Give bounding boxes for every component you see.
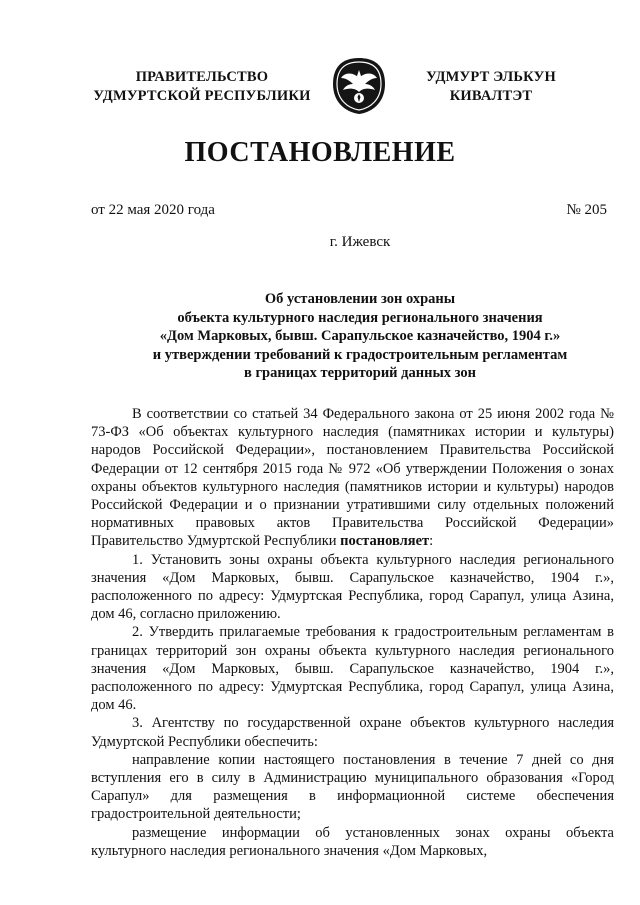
header-left <box>82 68 322 106</box>
subject-line: объекта культурного наследия регионального значения <box>177 309 543 326</box>
preamble-end: : <box>429 533 434 550</box>
header-right-line2: КИВАЛТЭТ <box>449 88 533 104</box>
item-paragraph-2: 2. Утвердить прилагаемые требования к градостроительным регламентам в границах территорий зон охраны объекта культурного наследия регионального значения «Дом Марковых, бывш. Сарапульское казначейство, 1904 г.», расположенного по адресу: Удмуртская Республика, город Сарапул, улица Азина, дом 46. <box>91 624 614 714</box>
item-paragraph-1: 1. Установить зоны охраны объекта культурного наследия регионального значения «Дом Марковых, бывш. Сарапульское казначейство, 1904 г.», расположенного по адресу: Удмуртская Республика, город Сарапул, улица Азина, дом 46, согласно приложению. <box>91 551 614 623</box>
preamble-text: В соответствии со статьей 34 Федерального закона от 25 июня 2002 года № 73-ФЗ «Об объектах культурного наследия (памятниках истории и культуры) народов Российской Федерации», постановлением Правительства Российской Федерации от 12 сентября 2015 года № 972 «Об утверждении Положения о зонах охраны объектов культурного наследия (памятников истории и культуры) народов Российской Федерации и о признании утратившими силу отдельных положений нормативных правовых актов Правительства Российской Федерации» Правительство Удмуртской Республики <box>91 406 614 550</box>
item-paragraph-3b: размещение информации об установленных зонах охраны объекта культурного наследия регионального значения «Дом Марковых, <box>91 824 614 859</box>
document-subject <box>100 290 620 383</box>
item-paragraph-3a: направление копии настоящего постановления в течение 7 дней со дня вступления его в силу в Администрацию муниципального образования «Город Сарапул» для размещения в информационной системе обеспечения градостроительной деятельности; <box>91 751 614 823</box>
item-paragraph-3: 3. Агентству по государственной охране объектов культурного наследия Удмуртской Республики обеспечить: <box>91 715 614 750</box>
document-body <box>91 405 614 860</box>
header-right <box>406 68 576 106</box>
document-date: от 22 мая 2020 года <box>91 202 215 218</box>
subject-line: в границах территорий данных зон <box>244 365 476 381</box>
header-left-line2: УДМУРТСКОЙ РЕСПУБЛИКИ <box>93 88 311 104</box>
document-city: г. Ижевск <box>329 234 391 250</box>
subject-line: Об установлении зон охраны <box>264 291 456 307</box>
header-right-line1: УДМУРТ ЭЛЬКУН <box>426 69 556 85</box>
subject-line: «Дом Марковых, бывш. Сарапульское казначейство, 1904 г.» <box>159 328 561 344</box>
document-title: ПОСТАНОВЛЕНИЕ <box>184 137 456 168</box>
subject-line: и утверждении требований к градостроительным регламентам <box>152 346 568 363</box>
preamble-paragraph <box>91 405 614 551</box>
document-number: № 205 <box>566 202 607 218</box>
preamble-keyword: постановляет <box>340 533 430 550</box>
header-left-line1: ПРАВИТЕЛЬСТВО <box>135 69 269 85</box>
udmurt-coat-of-arms-icon <box>331 56 387 116</box>
